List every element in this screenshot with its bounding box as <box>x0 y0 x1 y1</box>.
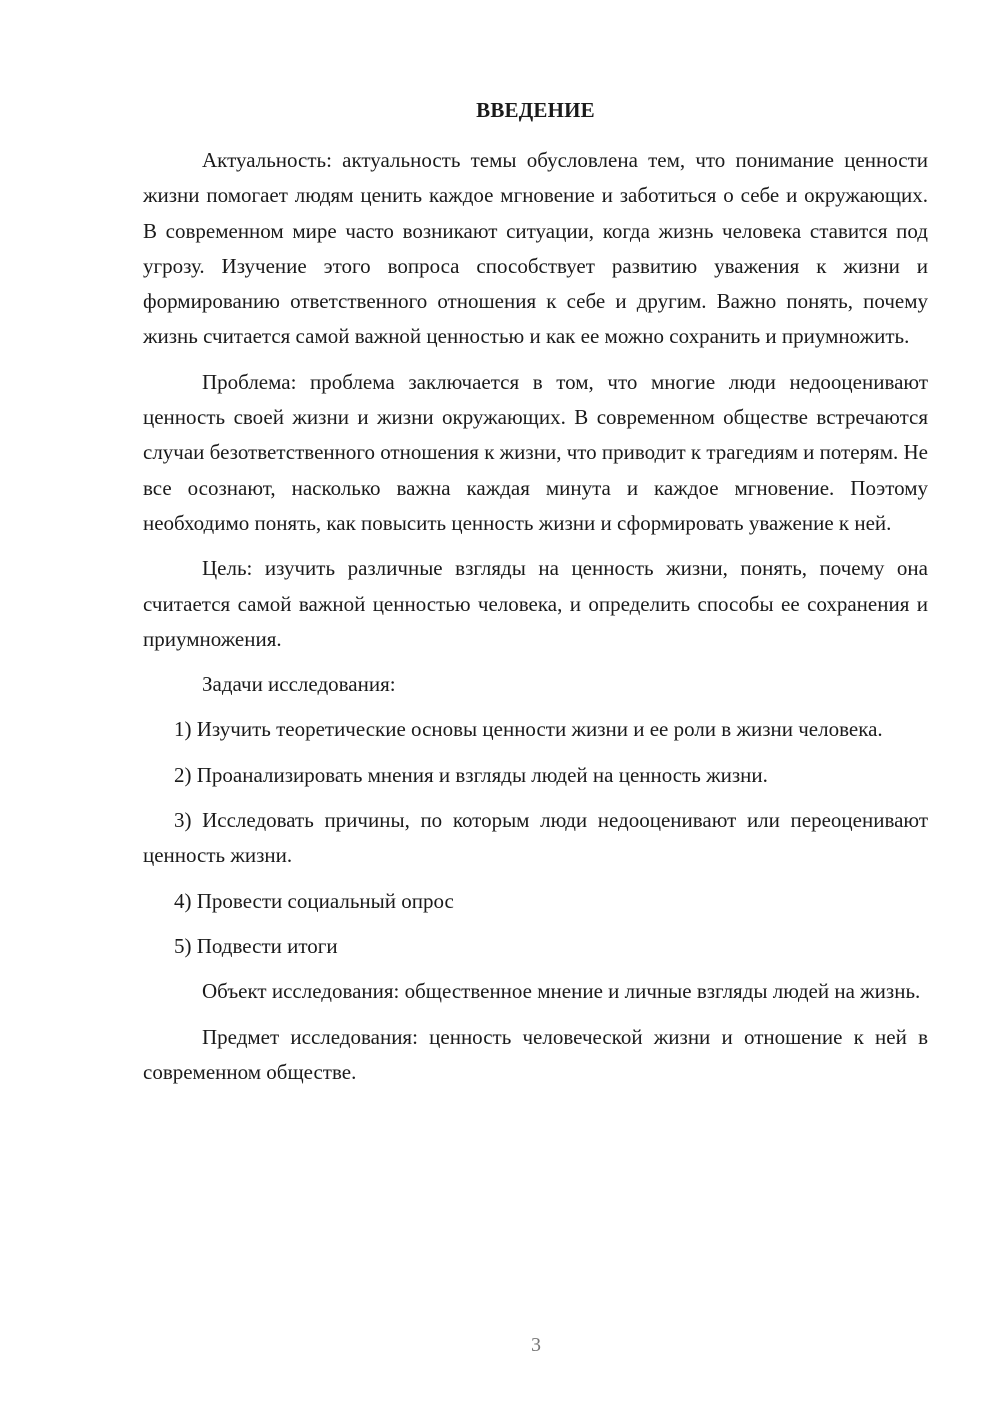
tasks-heading: Задачи исследования: <box>202 672 396 697</box>
page-number: 3 <box>531 1334 541 1356</box>
page-content <box>143 95 928 1100</box>
paragraph-relevance: Актуальность: актуальность темы обусловлена тем, что понимание ценности жизни помогает людям ценить каждое мгновение и заботиться о себе и окружающих. В современном мире часто возникают ситуации, когда жизнь человека ставится под угрозу. Изучение этого вопроса способствует развитию уважения к жизни и формированию ответственного отношения к себе и другим. Важно понять, почему жизнь считается самой важной ценностью и как ее можно сохранить и приумножить. <box>143 148 928 349</box>
paragraph-goal: Цель: изучить различные взгляды на ценность жизни, понять, почему она считается самой важной ценностью человека, и определить способы ее сохранения и приумножения. <box>143 556 928 651</box>
task-item-2: 2) Проанализировать мнения и взгляды людей на ценность жизни. <box>174 762 768 787</box>
paragraph-subject: Предмет исследования: ценность человеческой жизни и отношение к ней в современном обществе. <box>143 1024 928 1084</box>
task-item-3: 3) Исследовать причины, по которым люди недооценивают или переоценивают ценность жизни. <box>143 808 928 868</box>
task-item-5: 5) Подвести итоги <box>174 933 338 958</box>
task-item-1: 1) Изучить теоретические основы ценности жизни и ее роли в жизни человека. <box>174 717 883 742</box>
paragraph-object: Объект исследования: общественное мнение и личные взгляды людей на жизнь. <box>202 979 921 1004</box>
page-title: ВВЕДЕНИЕ <box>476 98 595 122</box>
task-item-4: 4) Провести социальный опрос <box>174 888 454 913</box>
paragraph-problem: Проблема: проблема заключается в том, что многие люди недооценивают ценность своей жизни и жизни окружающих. В современном обществе встречаются случаи безответственного отношения к жизни, что приводит к трагедиям и потерям. Не все осознают, насколько важна каждая минута и каждое мгновение. Поэтому необходимо понять, как повысить ценность жизни и сформировать уважение к ней. <box>143 369 928 535</box>
